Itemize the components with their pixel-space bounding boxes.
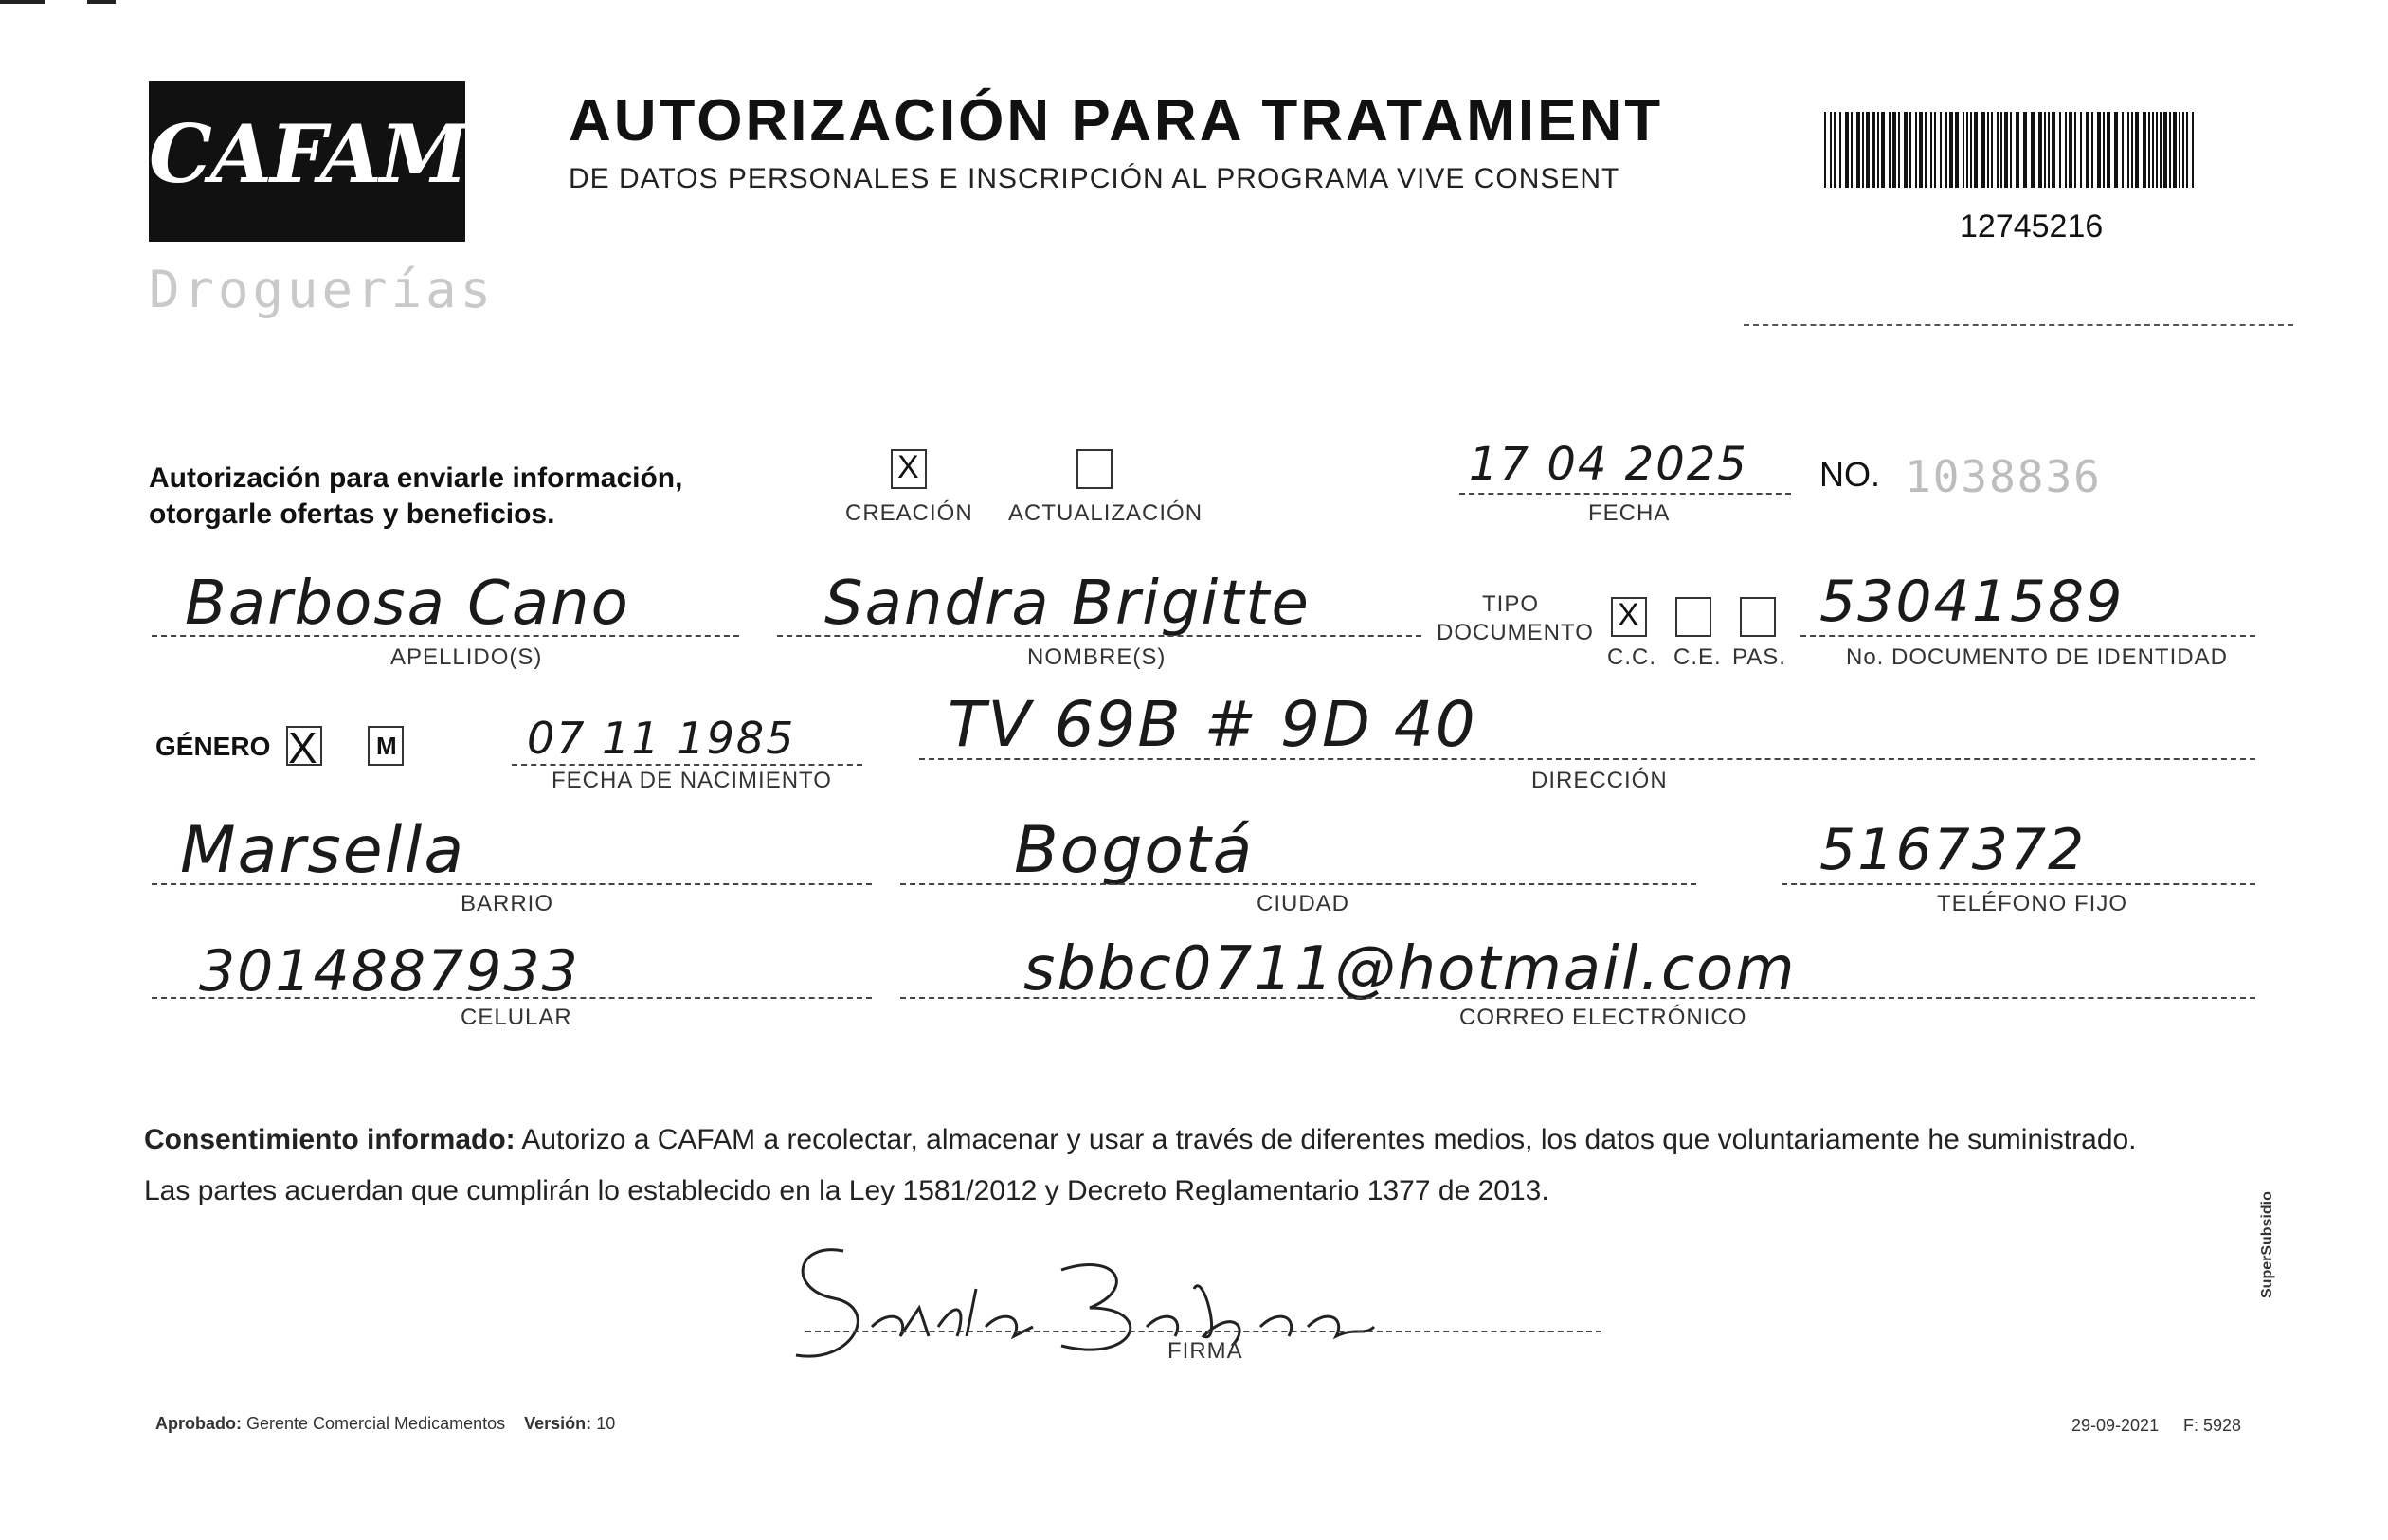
barcode-bar [2065, 112, 2067, 188]
barcode-bar [2004, 112, 2008, 188]
ciudad-value: Bogotá [1014, 813, 1255, 888]
barcode-bar [2074, 112, 2076, 188]
barcode-bar [2023, 112, 2027, 188]
cc-label: C.C. [1607, 644, 1656, 670]
celular-line [152, 997, 872, 999]
direccion-label: DIRECCIÓN [1531, 768, 1668, 793]
barcode-bar [1930, 112, 1932, 188]
cc-mark: X [1618, 597, 1639, 633]
barcode-number: 12745216 [1960, 208, 2104, 245]
fecha-line [1459, 493, 1791, 495]
barcode-bar [1925, 112, 1927, 188]
barcode-bar [1970, 112, 1972, 188]
barcode-bar [2114, 112, 2118, 188]
barcode-bar [2127, 112, 2129, 188]
barcode-bar [1991, 112, 1993, 188]
creacion-label: CREACIÓN [845, 500, 973, 526]
barcode-bar [2192, 112, 2194, 188]
barcode-bar [1845, 112, 1849, 188]
consent-bold: Consentimiento informado: [144, 1124, 516, 1155]
barcode-bar [1898, 112, 1900, 188]
tipo-doc-label-2: DOCUMENTO [1437, 620, 1594, 645]
barcode-bar [2148, 112, 2150, 188]
documento-value: 53041589 [1819, 569, 2125, 635]
celular-label: CELULAR [461, 1005, 572, 1030]
barrio-line [152, 883, 872, 885]
form-title: AUTORIZACIÓN PARA TRATAMIENT [569, 88, 1664, 154]
nombres-label: NOMBRE(S) [1027, 644, 1167, 670]
barcode-bar [2052, 112, 2055, 188]
cafam-logo [149, 81, 465, 242]
barcode-bar [2160, 112, 2162, 188]
correo-line [900, 997, 2255, 999]
barcode-bar [1955, 112, 1959, 188]
documento-label: No. DOCUMENTO DE IDENTIDAD [1846, 644, 2228, 670]
barcode-bar [2169, 112, 2171, 188]
telefono-value: 5167372 [1819, 817, 2087, 883]
barcode-bar [2173, 112, 2177, 188]
footer-aprobado [155, 1414, 615, 1434]
genero-f-checkbox[interactable] [286, 723, 322, 772]
actualizacion-checkbox[interactable] [1076, 449, 1113, 489]
barcode-bar [2048, 112, 2050, 188]
barcode-bar [2107, 112, 2110, 188]
barcode-bar [1949, 112, 1953, 188]
ce-checkbox[interactable] [1675, 597, 1711, 637]
barcode-bar [2122, 112, 2124, 188]
barcode-bar [1892, 112, 1896, 188]
genero-m-label: M [376, 732, 397, 760]
firma-line [805, 1331, 1601, 1332]
barcode-bar [2038, 112, 2042, 188]
nombres-line [777, 635, 1421, 637]
barcode-bar [2091, 112, 2093, 188]
apellidos-line [152, 635, 739, 637]
aprobado-label: Aprobado: [155, 1414, 242, 1433]
barrio-value: Marsella [180, 813, 466, 888]
barcode-bar [1856, 112, 1860, 188]
ciudad-label: CIUDAD [1257, 891, 1350, 916]
numero-label: NO. [1819, 455, 1881, 494]
barcode-bar [1839, 112, 1841, 188]
barcode-bar [2086, 112, 2090, 188]
actualizacion-label: ACTUALIZACIÓN [1008, 500, 1203, 526]
logo-text: CAFAM [149, 107, 466, 201]
barcode-bar [2135, 112, 2139, 188]
barcode-bar [2152, 112, 2154, 188]
barcode [1824, 112, 2198, 188]
barcode-bar [2182, 112, 2184, 188]
barcode-bar [1963, 112, 1964, 188]
barcode-bar [2097, 112, 2101, 188]
consent-text-1: Autorizo a CAFAM a recolectar, almacenar y usar a través de diferentes medios, los datos que voluntariamente he suministrado. [515, 1124, 2137, 1155]
barcode-bar [2000, 112, 2002, 188]
barcode-bar [1915, 112, 1917, 188]
barcode-bar [1824, 112, 1826, 188]
aprobado-value: Gerente Comercial Medicamentos [246, 1414, 506, 1433]
barcode-bar [2031, 112, 2035, 188]
scan-mark [87, 0, 116, 4]
nacimiento-label: FECHA DE NACIMIENTO [552, 768, 832, 793]
documento-line [1800, 635, 2255, 637]
celular-value: 3014887933 [199, 938, 580, 1005]
scan-mark [0, 0, 45, 4]
barcode-bar [2131, 112, 2133, 188]
creacion-mark: X [897, 449, 919, 485]
barcode-bar [1966, 112, 1968, 188]
barcode-bar [2010, 112, 2012, 188]
apellidos-value: Barbosa Cano [185, 569, 630, 639]
barcode-bar [2186, 112, 2188, 188]
barcode-bar [2044, 112, 2046, 188]
direccion-line [919, 758, 2255, 760]
nacimiento-line [512, 764, 862, 766]
pas-checkbox[interactable] [1740, 597, 1776, 637]
ciudad-line [900, 883, 1696, 885]
creacion-checkbox[interactable] [891, 449, 927, 489]
numero-value: 1038836 [1905, 451, 2102, 502]
logo-subtext: Droguerías [149, 260, 496, 319]
fecha-value: 17 04 2025 [1469, 438, 1748, 491]
barcode-bar [2080, 112, 2082, 188]
barcode-bar [1877, 112, 1879, 188]
header-separator [1744, 324, 2293, 326]
intro-line-2: otorgarle ofertas y beneficios. [149, 498, 555, 530]
supersubsidio-logo: SuperSubsidio [2259, 1191, 2275, 1298]
barcode-bar [1904, 112, 1908, 188]
barcode-bar [2059, 112, 2061, 188]
barcode-bar [1987, 112, 1989, 188]
telefono-label: TELÉFONO FIJO [1937, 891, 2128, 916]
version-label: Versión: [524, 1414, 592, 1433]
barcode-bar [1909, 112, 1911, 188]
barcode-bar [2016, 112, 2019, 188]
barcode-bar [2143, 112, 2146, 188]
barcode-bar [2103, 112, 2105, 188]
intro-line-1: Autorización para enviarle información, [149, 462, 683, 494]
barcode-bar [2163, 112, 2167, 188]
consent-paragraph [144, 1114, 2267, 1217]
consent-text-2: Las partes acuerdan que cumplirán lo establecido en la Ley 1581/2012 y Decreto Reglamentario 1377 de 2013. [144, 1175, 1549, 1206]
footer-code: F: 5928 [2183, 1416, 2242, 1435]
barcode-bar [1974, 112, 1978, 188]
barcode-bar [1834, 112, 1836, 188]
barcode-bar [1889, 112, 1890, 188]
version-value: 10 [596, 1414, 616, 1433]
barcode-bar [1919, 112, 1923, 188]
barcode-bar [1940, 112, 1942, 188]
barcode-bar [1997, 112, 1999, 188]
footer-date: 29-09-2021 [2071, 1416, 2160, 1435]
barcode-bar [1881, 112, 1885, 188]
telefono-line [1782, 883, 2255, 885]
genero-f-mark: X [288, 723, 317, 772]
apellidos-label: APELLIDO(S) [390, 644, 543, 670]
direccion-value: TV 69B # 9D 40 [948, 688, 1477, 761]
pas-label: PAS. [1732, 644, 1786, 670]
nacimiento-value: 07 11 1985 [527, 713, 796, 764]
barcode-bar [1851, 112, 1853, 188]
barcode-bar [1830, 112, 1832, 188]
barcode-bar [2156, 112, 2158, 188]
correo-value: sbbc0711@hotmail.com [1023, 934, 1797, 1005]
cc-checkbox[interactable] [1611, 597, 1647, 637]
ce-label: C.E. [1673, 644, 1722, 670]
genero-m-checkbox[interactable] [368, 726, 404, 766]
barcode-bar [1981, 112, 1985, 188]
barcode-bar [1866, 112, 1870, 188]
fecha-label: FECHA [1588, 500, 1671, 526]
barrio-label: BARRIO [461, 891, 554, 916]
form-subtitle: DE DATOS PERSONALES E INSCRIPCIÓN AL PROGRAMA VIVE CONSENT [569, 163, 1620, 194]
firma-label: FIRMA [1167, 1338, 1243, 1364]
barcode-bar [1862, 112, 1864, 188]
signature-image [777, 1232, 1440, 1384]
nombres-value: Sandra Brigitte [824, 569, 1311, 639]
barcode-bar [2179, 112, 2180, 188]
barcode-bar [2069, 112, 2072, 188]
barcode-bar [1872, 112, 1875, 188]
correo-label: CORREO ELECTRÓNICO [1459, 1005, 1747, 1030]
genero-label: GÉNERO [155, 732, 271, 761]
barcode-bar [1934, 112, 1936, 188]
tipo-doc-label-1: TIPO [1482, 591, 1540, 617]
barcode-bar [1945, 112, 1947, 188]
